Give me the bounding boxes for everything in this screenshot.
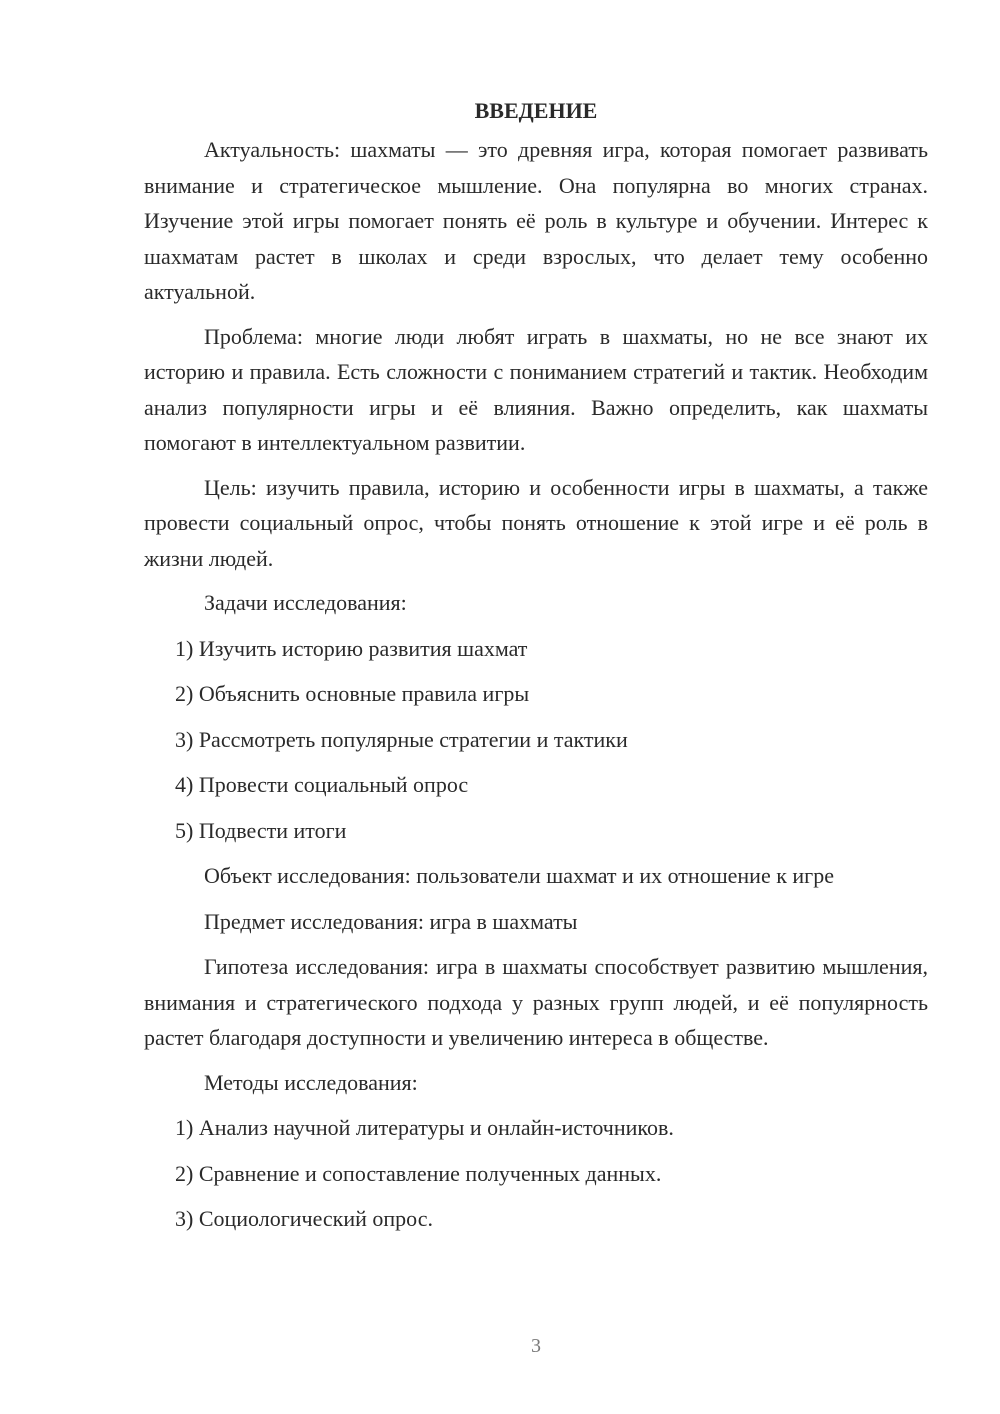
- task-item-3: 3) Рассмотреть популярные стратегии и тактики: [175, 726, 628, 752]
- method-item-3: 3) Социологический опрос.: [175, 1206, 433, 1231]
- methods-list: [144, 1110, 928, 1237]
- document-page: [144, 96, 928, 1247]
- relevance-paragraph: Актуальность: шахматы — это древняя игра, которая помогает развивать внимание и стратегическое мышление. Она популярна во многих странах. Изучение этой игры помогает понять её роль в культуре и обучении. Интерес к шахматам растет в школах и среди взрослых, что делает тему особенно актуальной.: [144, 137, 928, 304]
- task-item-4: 4) Провести социальный опрос: [175, 772, 469, 797]
- research-object: Объект исследования: пользователи шахмат и их отношение к игре: [204, 863, 834, 888]
- page-title: ВВЕДЕНИЕ: [474, 98, 598, 123]
- tasks-heading: Задачи исследования:: [204, 590, 407, 615]
- task-item-1: 1) Изучить историю развития шахмат: [175, 635, 528, 661]
- task-item-5: 5) Подвести итоги: [175, 817, 347, 843]
- method-item-1: 1) Анализ научной литературы и онлайн-источников.: [175, 1115, 674, 1140]
- task-item-2: 2) Объяснить основные правила игры: [175, 681, 530, 706]
- research-subject: Предмет исследования: игра в шахматы: [204, 908, 578, 934]
- method-item-2: 2) Сравнение и сопоставление полученных данных.: [175, 1160, 662, 1186]
- methods-heading: Методы исследования:: [204, 1069, 418, 1095]
- goal-paragraph: Цель: изучить правила, историю и особенности игры в шахматы, а также провести социальный опрос, чтобы понять отношение к этой игре и её роль в жизни людей.: [144, 474, 928, 571]
- tasks-list: [144, 631, 928, 849]
- problem-paragraph: Проблема: многие люди любят играть в шахматы, но не все знают их историю и правила. Есть сложности с пониманием стратегий и тактик. Необходим анализ популярности игры и её влияния. Важно определить, как шахматы помогают в интеллектуальном развитии.: [144, 323, 928, 455]
- hypothesis-paragraph: Гипотеза исследования: игра в шахматы способствует развитию мышления, внимания и стратегического подхода у разных групп людей, и её популярность растет благодаря доступности и увеличению интереса в обществе.: [144, 954, 928, 1050]
- page-number: 3: [531, 1335, 541, 1357]
